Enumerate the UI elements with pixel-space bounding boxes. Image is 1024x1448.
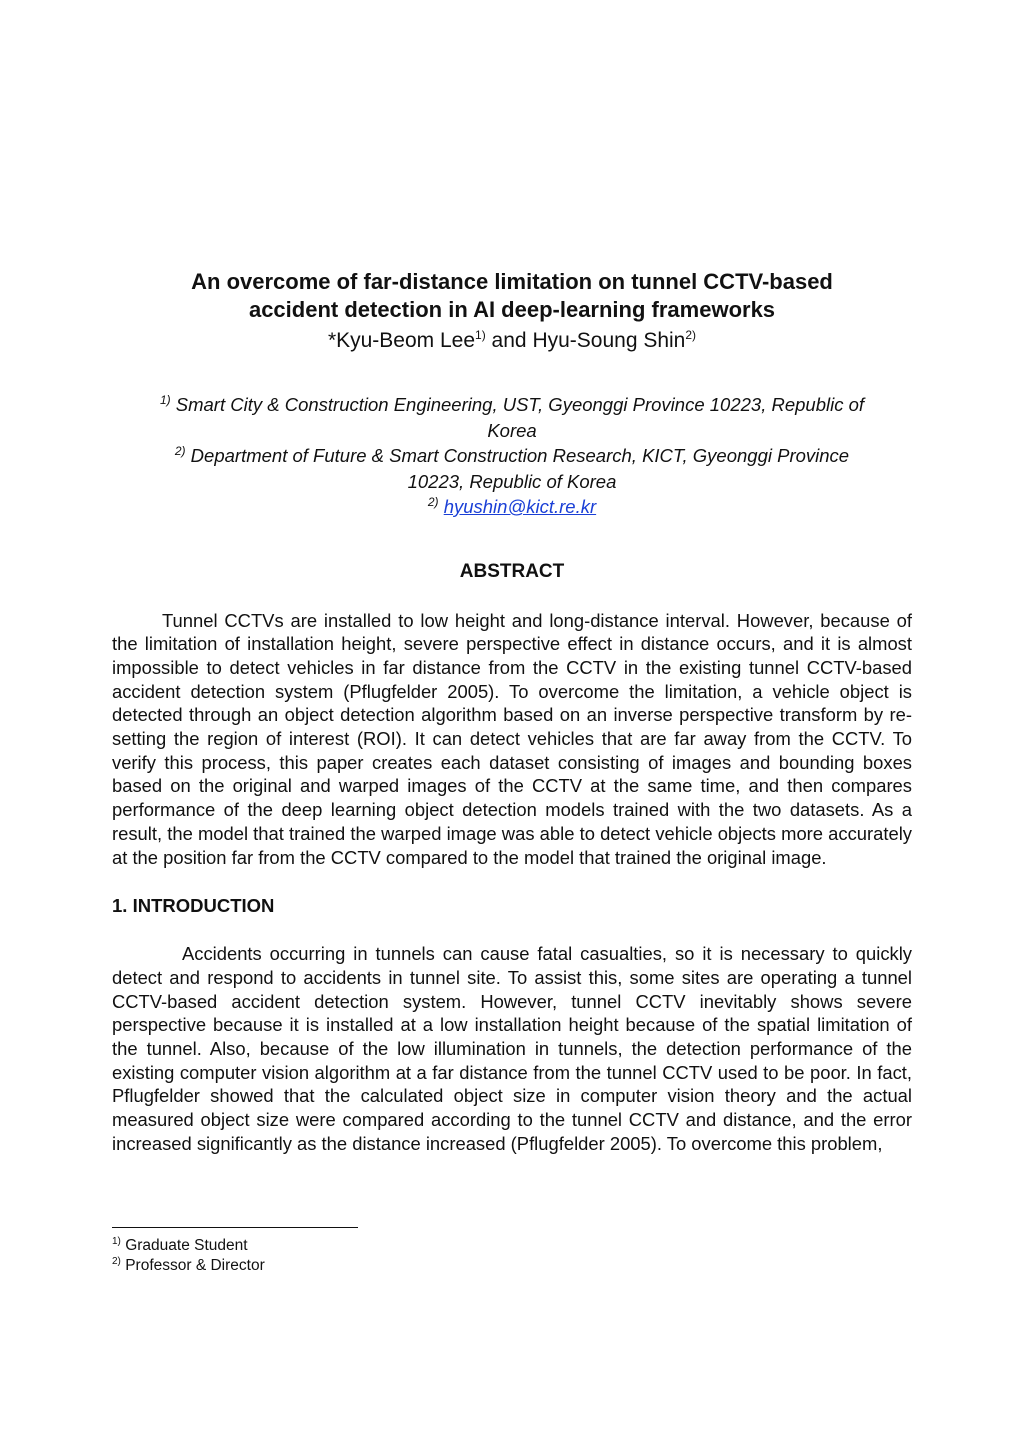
footnote-2-text: Professor & Director [120,1257,265,1274]
affiliation-1 [112,392,912,443]
affiliation-2-mark: 2) [174,443,186,458]
footnote-1 [112,1236,265,1256]
author-conjunction: and [485,329,533,352]
author-1-affiliation-mark: 1) [475,328,486,342]
email-mark: 2) [427,494,439,509]
footnote-1-mark: 1) [112,1235,121,1247]
abstract-paragraph: Tunnel CCTVs are installed to low height and long-distance interval. However, because of the limitation of installation height, severe perspective effect in distance occurs, and it is almost impossible to detect vehicles in far distance from the CCTV in the existing tunnel CCTV-based accident detection system (Pflugfelder 2005). To overcome the limitation, a vehicle object is detected through an object detection algorithm based on an inverse perspective transform by re-setting the region of interest (ROI). It can detect vehicles that are far away from the CCTV. To verify this process, this paper creates each dataset consisting of images and bounding boxes based on the original and warped images of the CCTV at the same time, and then compares performance of the deep learning object detection models trained with the two datasets. As a result, the model that trained the warped image was able to detect vehicle objects more accurately at the position far from the CCTV compared to the model that trained the original image. [112,609,912,868]
abstract-heading: ABSTRACT [459,560,565,582]
affiliation-1-line-2: Korea [487,419,537,441]
affiliation-2 [112,443,912,494]
author-2-affiliation-mark: 2) [685,328,697,342]
affiliations [112,392,912,520]
footnote-1-text: Graduate Student [120,1237,248,1254]
affiliation-2-line-2: 10223, Republic of Korea [407,470,617,492]
author-2-name: Hyu-Soung Shin [532,329,686,352]
introduction-heading: 1. INTRODUCTION [112,895,275,917]
author-1-name: *Kyu-Beom Lee [327,329,476,352]
contact-email-line [112,494,912,520]
footnotes [112,1236,265,1276]
introduction-paragraph: Accidents occurring in tunnels can cause fatal casualties, so it is necessary to quickly detect and respond to accidents in tunnel site. To assist this, some sites are operating a tunnel CCTV-based accident detection system. However, tunnel CCTV inevitably shows severe perspective because it is installed at a low installation height because of the spatial limitation of the tunnel. Also, because of the low illumination in tunnels, the detection performance of the existing computer vision algorithm at a far distance from the tunnel CCTV used to be poor. In fact, Pflugfelder showed that the calculated object size in computer vision theory and the actual measured object size were compared according to the tunnel CCTV and distance, and the error increased significantly as the distance increased (Pflugfelder 2005). To overcome this problem, [112,943,912,1154]
title-line-2: accident detection in AI deep-learning frameworks [248,297,776,322]
paper-title [112,268,912,324]
title-line-1: An overcome of far-distance limitation on tunnel CCTV-based [191,269,833,294]
footnote-separator [112,1227,358,1228]
author-list [112,326,912,356]
footnote-2 [112,1256,265,1276]
paper-page [112,268,912,1156]
affiliation-2-line-1: Department of Future & Smart Construction Research, KICT, Gyeonggi Province [185,445,850,466]
contact-email-link[interactable]: hyushin@kict.re.kr [443,496,597,517]
footnote-2-mark: 2) [112,1255,121,1267]
affiliation-1-line-1: Smart City & Construction Engineering, UST, Gyeonggi Province 10223, Republic of [170,394,865,415]
affiliation-1-mark: 1) [159,392,171,407]
